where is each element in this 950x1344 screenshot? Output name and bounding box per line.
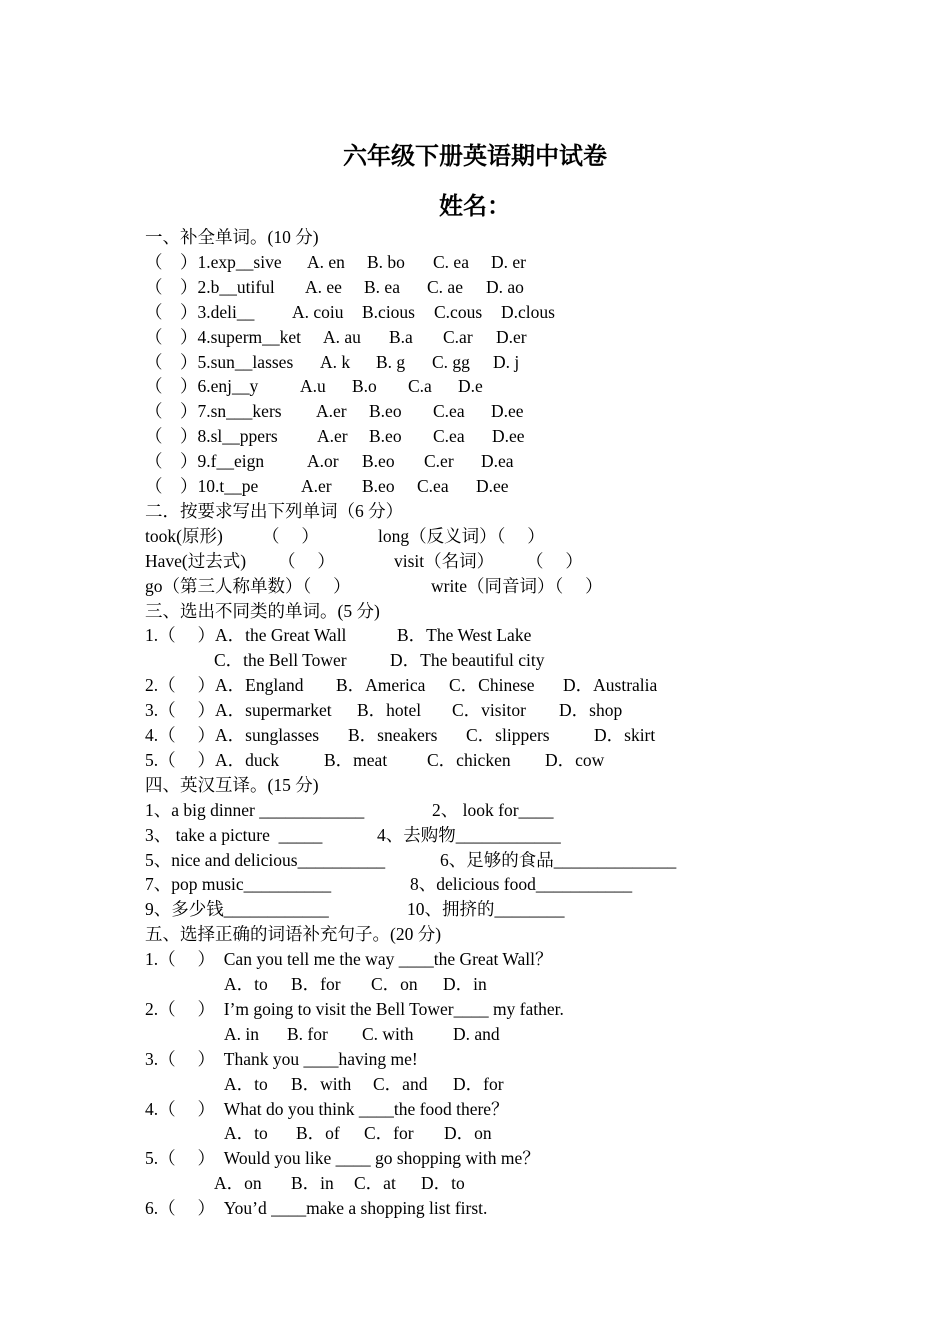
exam-line-9-part-3: B.eo — [369, 426, 402, 447]
exam-line-10-part-4: C.er — [424, 451, 454, 472]
exam-line-8-part-5: D.ee — [491, 401, 524, 422]
exam-line-4-part-1: （ ）3.deli__ — [145, 301, 255, 322]
exam-line-11-part-2: A.er — [301, 476, 332, 496]
exam-line-8-part-2: A.er — [316, 401, 347, 422]
exam-line-4-part-5: D.clous — [501, 301, 555, 322]
exam-line-7-part-1: （ ）6.enj__y — [145, 376, 259, 397]
exam-line-6-part-3: B. g — [376, 351, 406, 372]
exam-line-2-part-5: D. er — [491, 251, 526, 272]
exam-line-6-part-5: D. j — [493, 351, 520, 372]
exam-line-3-part-5: D. ao — [486, 276, 524, 297]
exam-line-35-part-1: A．to — [224, 1073, 268, 1094]
exam-line-7-part-2: A.u — [300, 376, 326, 397]
exam-line-39-part-4: D．to — [421, 1173, 465, 1194]
exam-line-33-part-2: B. for — [287, 1023, 328, 1044]
exam-line-19-part-2: B．America — [336, 675, 426, 696]
exam-line-9-part-4: C.ea — [433, 426, 465, 447]
exam-line-2-part-3: B. bo — [367, 251, 405, 272]
exam-line-14-part-2: （ ） — [278, 550, 335, 571]
exam-line-3-part-2: A. ee — [305, 276, 342, 297]
exam-line-17-part-1: 1.（ ）A．the Great Wall — [145, 625, 347, 646]
exam-line-31-part-3: C．on — [371, 974, 418, 994]
exam-line-3-part-1: （ ）2.b__utiful — [145, 276, 275, 297]
exam-line-11-part-1: （ ）10.t__pe — [145, 476, 259, 496]
exam-line-11-part-5: D.ee — [476, 476, 509, 496]
exam-line-14-part-3: visit（名词） — [394, 550, 495, 571]
exam-line-34-part-1: 3.（ ） Thank you ____having me! — [145, 1048, 418, 1069]
exam-line-39-part-1: A．on — [214, 1173, 262, 1194]
exam-line-20-part-3: C．visitor — [452, 700, 526, 721]
exam-line-37-part-3: C．for — [364, 1123, 414, 1144]
exam-line-5-part-2: A. au — [323, 326, 361, 347]
exam-line-28-part-1: 9、多少钱____________ — [145, 899, 329, 920]
exam-line-11-part-3: B.eo — [362, 476, 395, 496]
name-label: 姓名： — [439, 191, 511, 220]
exam-line-4-part-2: A. coiu — [292, 301, 344, 322]
exam-line-1-part-1: 一、补全单词。(10 分) — [145, 227, 319, 247]
exam-line-15-part-2: write（同音词）（ ） — [431, 575, 603, 596]
exam-line-23-part-1: 四、英汉互译。(15 分) — [145, 774, 319, 795]
exam-line-5-part-1: （ ）4.superm__ket — [145, 326, 302, 347]
exam-line-20-part-1: 3.（ ）A．supermarket — [145, 700, 332, 721]
exam-line-6-part-2: A. k — [320, 351, 351, 372]
exam-line-10-part-1: （ ）9.f__eign — [145, 451, 265, 472]
exam-line-16-part-1: 三、选出不同类的单词。(5 分) — [145, 600, 380, 621]
exam-line-5-part-4: C.ar — [443, 326, 473, 347]
exam-line-25-part-1: 3、 take a picture _____ — [145, 824, 323, 845]
exam-line-38-part-1: 5.（ ） Would you like ____ go shopping with me？ — [145, 1148, 540, 1169]
exam-line-14-part-4: （ ） — [526, 550, 583, 571]
exam-title: 六年级下册英语期中试卷 — [343, 141, 607, 170]
exam-line-22-part-3: C．chicken — [427, 749, 511, 770]
exam-line-26-part-2: 6、足够的食品______________ — [440, 849, 677, 870]
exam-line-40-part-1: 6.（ ） You’d ____make a shopping list first. — [145, 1198, 488, 1219]
exam-line-9-part-2: A.er — [317, 426, 348, 447]
exam-line-18-part-1: C．the Bell Tower — [214, 650, 347, 671]
exam-line-24-part-2: 2、 look for____ — [432, 799, 554, 820]
exam-line-3-part-3: B. ea — [364, 276, 400, 297]
exam-line-8-part-4: C.ea — [433, 401, 465, 422]
exam-line-10-part-5: D.ea — [481, 451, 514, 472]
exam-line-2-part-4: C. ea — [433, 251, 469, 272]
exam-line-24-part-1: 1、a big dinner ____________ — [145, 799, 365, 820]
exam-line-6-part-4: C. gg — [432, 351, 470, 372]
exam-line-11-part-4: C.ea — [417, 476, 449, 496]
exam-line-26-part-1: 5、nice and delicious__________ — [145, 849, 386, 870]
exam-line-8-part-1: （ ）7.sn___kers — [145, 401, 282, 422]
exam-line-33-part-1: A. in — [224, 1023, 259, 1044]
exam-line-20-part-2: B．hotel — [357, 700, 422, 721]
exam-line-37-part-1: A．to — [224, 1123, 268, 1144]
exam-line-18-part-2: D．The beautiful city — [390, 650, 545, 671]
exam-line-29-part-1: 五、选择正确的词语补充句子。(20 分) — [145, 924, 442, 945]
exam-line-21-part-2: B．sneakers — [348, 725, 438, 745]
exam-line-22-part-2: B．meat — [324, 749, 388, 770]
exam-line-20-part-4: D．shop — [559, 700, 623, 721]
exam-line-7-part-4: C.a — [408, 376, 432, 397]
exam-line-35-part-4: D．for — [453, 1073, 504, 1094]
exam-line-17-part-2: B．The West Lake — [397, 625, 532, 646]
exam-line-21-part-3: C．slippers — [466, 725, 550, 745]
exam-line-21-part-4: D．skirt — [594, 725, 656, 745]
exam-line-13-part-1: took(原形) — [145, 525, 223, 546]
exam-line-13-part-3: long（反义词）（ ） — [378, 525, 545, 546]
exam-line-14-part-1: Have(过去式) — [145, 550, 247, 571]
exam-line-31-part-2: B．for — [291, 974, 341, 994]
exam-line-33-part-4: D. and — [453, 1023, 500, 1044]
exam-line-2-part-2: A. en — [307, 251, 345, 272]
exam-line-13-part-2: （ ） — [262, 525, 319, 546]
exam-line-19-part-3: C．Chinese — [449, 675, 535, 696]
exam-line-39-part-2: B．in — [291, 1173, 334, 1194]
exam-line-10-part-2: A.or — [307, 451, 339, 472]
exam-line-10-part-3: B.eo — [362, 451, 395, 472]
exam-line-8-part-3: B.eo — [369, 401, 402, 422]
exam-line-15-part-1: go（第三人称单数）（ ） — [145, 575, 351, 596]
exam-line-5-part-3: B.a — [389, 326, 413, 347]
exam-line-25-part-2: 4、去购物____________ — [377, 824, 561, 845]
exam-line-2-part-1: （ ）1.exp__sive — [145, 251, 282, 272]
exam-line-31-part-1: A．to — [224, 974, 268, 994]
exam-line-7-part-3: B.o — [352, 376, 377, 397]
exam-line-32-part-1: 2.（ ） I’m going to visit the Bell Tower____ my father. — [145, 998, 564, 1019]
exam-line-7-part-5: D.e — [458, 376, 483, 397]
exam-line-4-part-3: B.cious — [362, 301, 415, 322]
exam-line-37-part-2: B．of — [296, 1123, 340, 1144]
exam-line-30-part-1: 1.（ ） Can you tell me the way ____the Great Wall？ — [145, 949, 553, 970]
exam-line-27-part-1: 7、pop music__________ — [145, 874, 332, 895]
exam-line-19-part-1: 2.（ ）A．England — [145, 675, 304, 696]
exam-line-19-part-4: D．Australia — [563, 675, 658, 696]
exam-line-3-part-4: C. ae — [427, 276, 463, 297]
exam-line-36-part-1: 4.（ ） What do you think ____the food there？ — [145, 1098, 509, 1119]
exam-line-12-part-1: 二．按要求写出下列单词（6 分） — [145, 500, 404, 521]
exam-line-35-part-3: C．and — [373, 1073, 428, 1094]
exam-line-6-part-1: （ ）5.sun__lasses — [145, 351, 294, 372]
exam-line-4-part-4: C.cous — [434, 301, 483, 322]
exam-line-35-part-2: B．with — [291, 1073, 352, 1094]
exam-line-28-part-2: 10、拥挤的________ — [407, 899, 565, 920]
exam-line-9-part-5: D.ee — [492, 426, 525, 447]
exam-line-39-part-3: C．at — [354, 1173, 396, 1194]
exam-line-21-part-1: 4.（ ）A．sunglasses — [145, 725, 320, 745]
exam-line-22-part-1: 5.（ ）A．duck — [145, 749, 280, 770]
exam-line-22-part-4: D．cow — [545, 749, 605, 770]
exam-line-27-part-2: 8、delicious food___________ — [410, 874, 633, 895]
exam-line-31-part-4: D．in — [443, 974, 487, 994]
exam-line-37-part-4: D．on — [444, 1123, 492, 1144]
exam-line-9-part-1: （ ）8.sl__ppers — [145, 426, 278, 447]
exam-line-5-part-5: D.er — [496, 326, 527, 347]
exam-line-33-part-3: C. with — [362, 1023, 414, 1044]
